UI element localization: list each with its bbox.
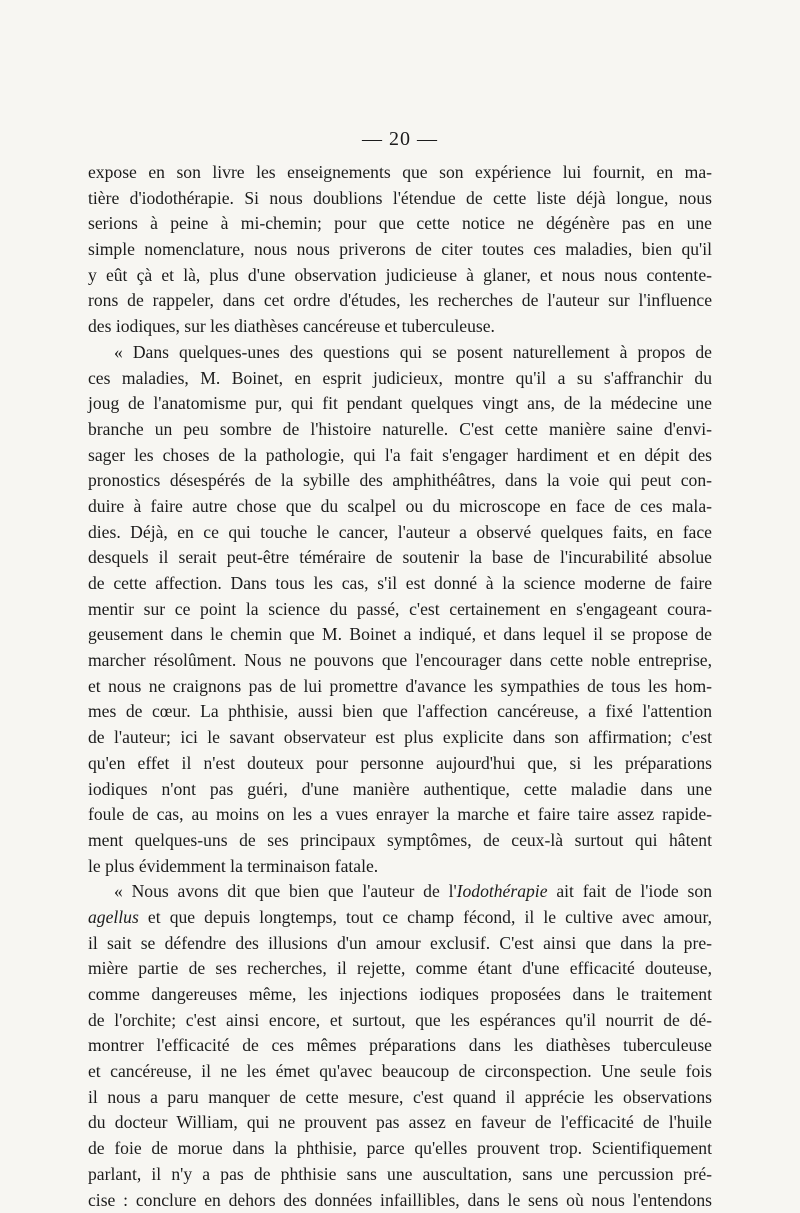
text-line: desquels il serait peut-être téméraire de soutenir la base de l'incurabilité absolue (88, 545, 712, 571)
page-number: — 20 — (0, 128, 800, 151)
text-line: joug de l'anatomisme pur, qui fit pendant quelques vingt ans, de la médecine une (88, 391, 712, 417)
text-segment: et que depuis longtemps, tout ce champ fécond, il le cultive avec amour, (139, 907, 712, 927)
text-line: geusement dans le chemin que M. Boinet a indiqué, et dans lequel il se propose de (88, 622, 712, 648)
text-line: serions à peine à mi-chemin; pour que cette notice ne dégénère pas en une (88, 211, 712, 237)
text-line: de foie de morue dans la phthisie, parce qu'elles prouvent trop. Scientifiquement (88, 1136, 712, 1162)
text-line: dies. Déjà, en ce qui touche le cancer, l'auteur a observé quelques faits, en face (88, 520, 712, 546)
text-line (88, 879, 712, 905)
text-line: marcher résolûment. Nous ne pouvons que l'encourager dans cette noble entreprise, (88, 648, 712, 674)
text-line: et cancéreuse, il ne les émet qu'avec beaucoup de circonspection. Une seule fois (88, 1059, 712, 1085)
text-line: expose en son livre les enseignements que son expérience lui fournit, en ma- (88, 160, 712, 186)
text-line: iodiques n'ont pas guéri, d'une manière authentique, cette maladie dans une (88, 777, 712, 803)
text-line: des iodiques, sur les diathèses cancéreuse et tuberculeuse. (88, 314, 712, 340)
text-line: parlant, il n'y a pas de phthisie sans une auscultation, sans une percussion pré- (88, 1162, 712, 1188)
text-line: ces maladies, M. Boinet, en esprit judicieux, montre qu'il a su s'affranchir du (88, 366, 712, 392)
italic-term: Iodothérapie (457, 881, 548, 901)
text-segment: « Nous avons dit que bien que l'auteur de l' (114, 881, 457, 901)
body-text (88, 160, 712, 1213)
text-line: et nous ne craignons pas de lui promettre d'avance les sympathies de tous les hom- (88, 674, 712, 700)
text-line: mentir sur ce point la science du passé, c'est certainement en s'engageant coura- (88, 597, 712, 623)
text-line: duire à faire autre chose que du scalpel ou du microscope en face de ces mala- (88, 494, 712, 520)
text-line: sager les choses de la pathologie, qui l'a fait s'engager hardiment et en dépit des (88, 443, 712, 469)
text-line: rons de rappeler, dans cet ordre d'études, les recherches de l'auteur sur l'influence (88, 288, 712, 314)
text-line: qu'en effet il n'est douteux pour personne aujourd'hui que, si les préparations (88, 751, 712, 777)
text-line: il sait se défendre des illusions d'un amour exclusif. C'est ainsi que dans la pre- (88, 931, 712, 957)
text-line: tière d'iodothérapie. Si nous doublions l'étendue de cette liste déjà longue, nous (88, 186, 712, 212)
text-line: montrer l'efficacité de ces mêmes préparations dans les diathèses tuberculeuse (88, 1033, 712, 1059)
text-line: branche un peu sombre de l'histoire naturelle. C'est cette manière saine d'envi- (88, 417, 712, 443)
text-line: simple nomenclature, nous nous priverons de citer toutes ces maladies, bien qu'il (88, 237, 712, 263)
text-line: de l'orchite; c'est ainsi encore, et surtout, que les espérances qu'il nourrit de dé- (88, 1008, 712, 1034)
text-line: le plus évidemment la terminaison fatale. (88, 854, 712, 880)
text-line: de l'auteur; ici le savant observateur est plus explicite dans son affirmation; c'est (88, 725, 712, 751)
text-line (88, 905, 712, 931)
text-line: mière partie de ses recherches, il rejette, comme étant d'une efficacité douteuse, (88, 956, 712, 982)
text-line: de cette affection. Dans tous les cas, s'il est donné à la science moderne de faire (88, 571, 712, 597)
text-line: cise : conclure en dehors des données infaillibles, dans le sens où nous l'entendons (88, 1188, 712, 1213)
text-line: comme dangereuses même, les injections iodiques proposées dans le traitement (88, 982, 712, 1008)
text-line: foule de cas, au moins on les a vues enrayer la marche et faire taire assez rapide- (88, 802, 712, 828)
text-line: « Dans quelques-unes des questions qui se posent naturellement à propos de (88, 340, 712, 366)
text-line: ment quelques-uns de ses principaux symptômes, de ceux-là surtout qui hâtent (88, 828, 712, 854)
text-line: il nous a paru manquer de cette mesure, c'est quand il apprécie les observations (88, 1085, 712, 1111)
italic-term: agellus (88, 907, 139, 927)
text-line: pronostics désespérés de la sybille des amphithéâtres, dans la voie qui peut con- (88, 468, 712, 494)
text-line: y eût çà et là, plus d'une observation judicieuse à glaner, et nous nous contente- (88, 263, 712, 289)
text-line: du docteur William, qui ne prouvent pas assez en faveur de l'efficacité de l'huile (88, 1110, 712, 1136)
text-segment: ait fait de l'iode son (548, 881, 712, 901)
text-line: mes de cœur. La phthisie, aussi bien que l'affection cancéreuse, a fixé l'attention (88, 699, 712, 725)
